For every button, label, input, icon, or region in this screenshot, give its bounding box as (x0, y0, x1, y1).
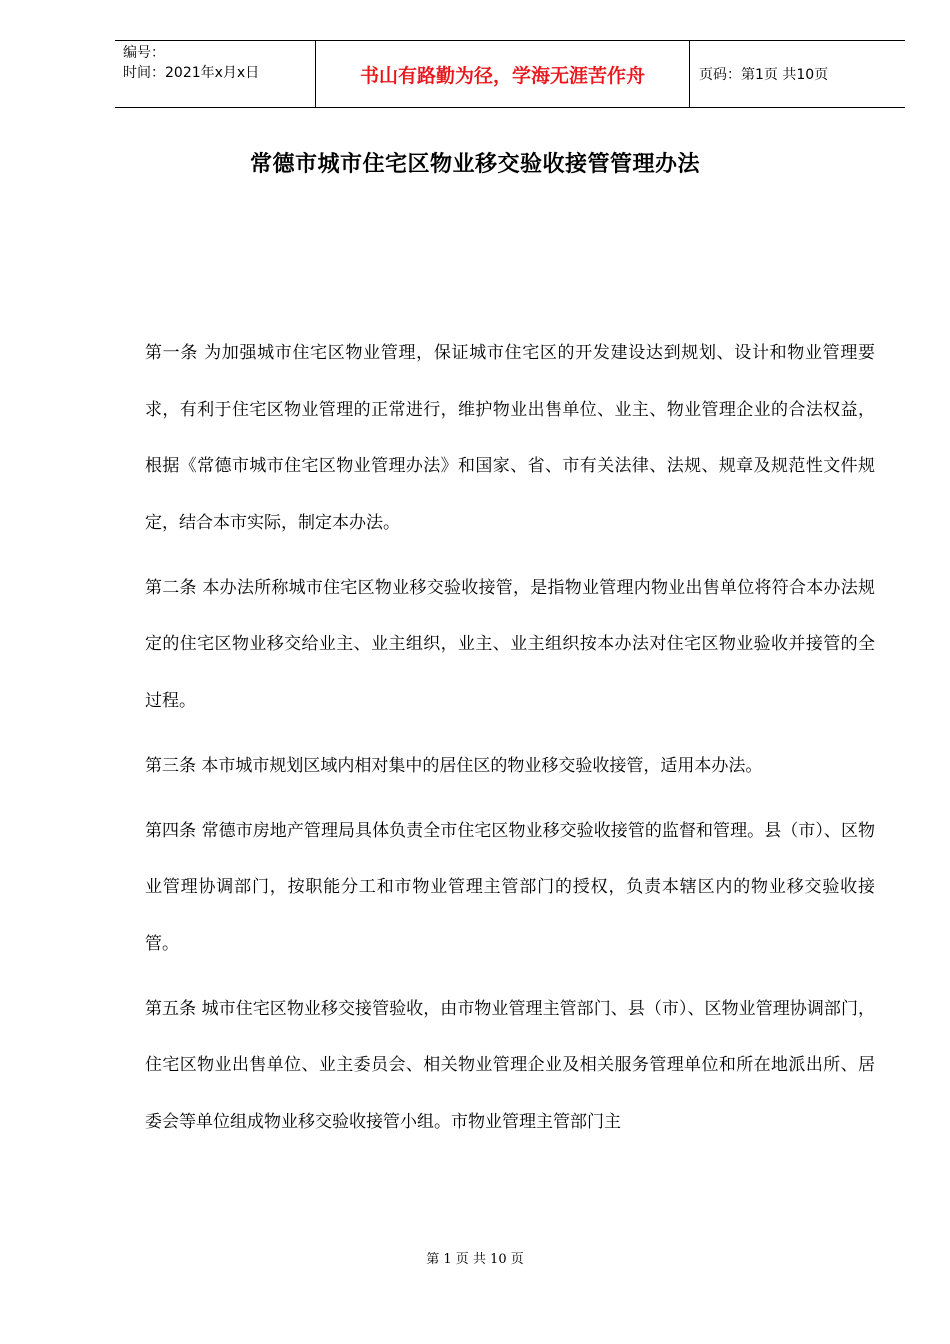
document-number-label: 编号： (123, 45, 165, 61)
article-4: 第四条 常德市房地产管理局具体负责全市住宅区物业移交验收接管的监督和管理。县（市）、区物业管理协调部门，按职能分工和市物业管理主管部门的授权，负责本辖区内的物业移交验收接管。 (145, 820, 875, 954)
article-5: 第五条 城市住宅区物业移交接管验收，由市物业管理主管部门、县（市）、区物业管理协调部门，住宅区物业出售单位、业主委员会、相关物业管理企业及相关服务管理单位和所在地派出所、居委会等单位组成物业移交验收接管小组。市物业管理主管部门主 (145, 998, 875, 1132)
article-2: 第二条 本办法所称城市住宅区物业移交验收接管，是指物业管理内物业出售单位将符合本办法规定的住宅区物业移交给业主、业主组织，业主、业主组织按本办法对住宅区物业验收并接管的全过程。 (145, 577, 875, 711)
article-3: 第三条 本市城市规划区域内相对集中的居住区的物业移交验收接管，适用本办法。 (145, 755, 763, 776)
page-footer: 第 1 页 共 10 页 (426, 1252, 524, 1267)
document-time-label: 时间：2021年x月x日 (123, 65, 260, 81)
header-table (115, 40, 905, 108)
header-page-info: 页码：第1页 共10页 (699, 67, 829, 83)
header-motto: 书山有路勤为径，学海无涯苦作舟 (316, 41, 690, 107)
header-meta-cell (115, 41, 316, 107)
article-1: 第一条 为加强城市住宅区物业管理，保证城市住宅区的开发建设达到规划、设计和物业管理要求，有利于住宅区物业管理的正常进行，维护物业出售单位、业主、物业管理企业的合法权益，根据《常德市城市住宅区物业管理办法》和国家、省、市有关法律、法规、规章及规范性文件规定，结合本市实际，制定本办法。 (145, 343, 875, 533)
document-title: 常德市城市住宅区物业移交验收接管管理办法 (249, 152, 700, 177)
document-body (145, 325, 875, 1159)
